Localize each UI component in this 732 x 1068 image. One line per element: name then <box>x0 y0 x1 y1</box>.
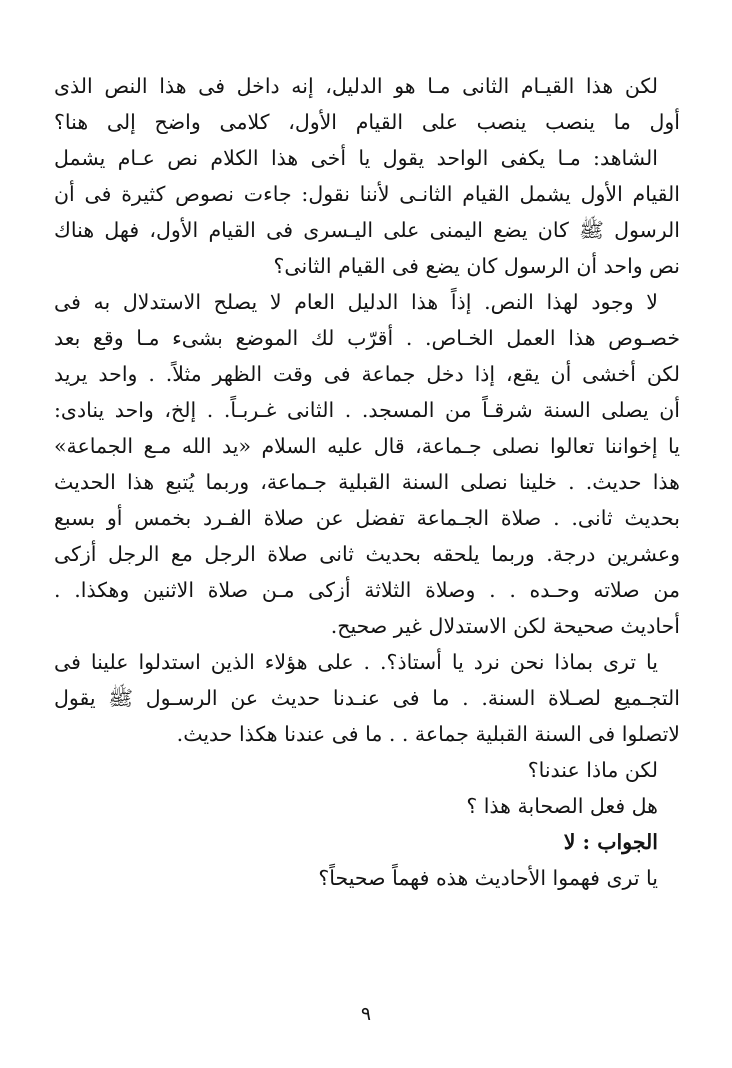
text-line-15: من صلاته وحـده . . وصلاة الثلاثة أزكى مـن صلاة الاثنين وهكذا. . <box>54 578 680 602</box>
text-line-16: أحاديث صحيحة لكن الاستدلال غير صحيح. <box>330 614 680 638</box>
text-line-7: لا وجود لهذا النص. إذاً هذا الدليل العام لا يصلح الاستدلال به فى <box>54 290 658 314</box>
text-line-23: يا ترى فهموا الأحاديث هذه فهماً صحيحاً؟ <box>318 866 658 890</box>
text-line-4: القيام الأول يشمل القيام الثانـى لأننا نقول: جاءت نصوص كثيرة فى أن <box>54 182 680 206</box>
text-line-3: الشاهد: مـا يكفى الواحد يقول يا أخى هذا الكلام نص عـام يشمل <box>54 146 658 170</box>
text-line-21: هل فعل الصحابة هذا ؟ <box>466 794 658 818</box>
text-line-13: بحديث ثانى. . صلاة الجـماعة تفضل عن صلاة الفـرد بخمس أو بسبع <box>54 506 680 530</box>
text-line-19: لاتصلوا فى السنة القبلية جماعة . . ما فى عندنا هكذا حديث. <box>176 722 680 746</box>
text-line-10: أن يصلى السنة شرقـاً من المسجد. . الثانى غـربـاً. . إلخ، واحد ينادى: <box>54 398 680 422</box>
text-line-14: وعشرين درجة. وربما يلحقه بحديث ثانى صلاة الرجل مع الرجل أزكى <box>54 542 680 566</box>
text-line-6: نص واحد أن الرسول كان يضع فى القيام الثانى؟ <box>273 254 680 278</box>
text-line-11: يا إخواننا تعالوا نصلى جـماعة، قال عليه السلام «يد الله مـع الجماعة» <box>54 434 680 458</box>
text-line-17: يا ترى بماذا نحن نرد يا أستاذ؟. . على هؤلاء الذين استدلوا علينا فى <box>54 650 658 674</box>
text-line-1: لكن هذا القيـام الثانى مـا هو الدليل، إنه داخل فى هذا النص الذى <box>54 74 658 98</box>
text-line-8: خصـوص هذا العمل الخـاص. . أقرّب لك الموضع بشىء مـا وقع بعد <box>54 326 680 350</box>
answer-line: الجواب : لا <box>563 830 658 854</box>
text-line-5: الرسول ﷺ كان يضع اليمنى على اليـسرى فى القيام الأول، فهل هناك <box>54 218 680 242</box>
page-number: ٩ <box>360 1003 372 1025</box>
text-line-2: أول ما ينصب ينصب على القيام الأول، كلامى واضح إلى هنا؟ <box>54 110 680 134</box>
text-line-20: لكن ماذا عندنا؟ <box>527 758 658 782</box>
text-line-18: التجـميع لصـلاة السنة. . ما فى عنـدنا حديث عن الرسـول ﷺ يقول <box>54 686 680 710</box>
text-line-12: هذا حديث. . خلينا نصلى السنة القبلية جـماعة، وربما يُتبع هذا الحديث <box>54 470 680 494</box>
text-line-9: لكن أخشى أن يقع، إذا دخل جماعة فى وقت الظهر مثلاً. . واحد يريد <box>54 362 680 386</box>
